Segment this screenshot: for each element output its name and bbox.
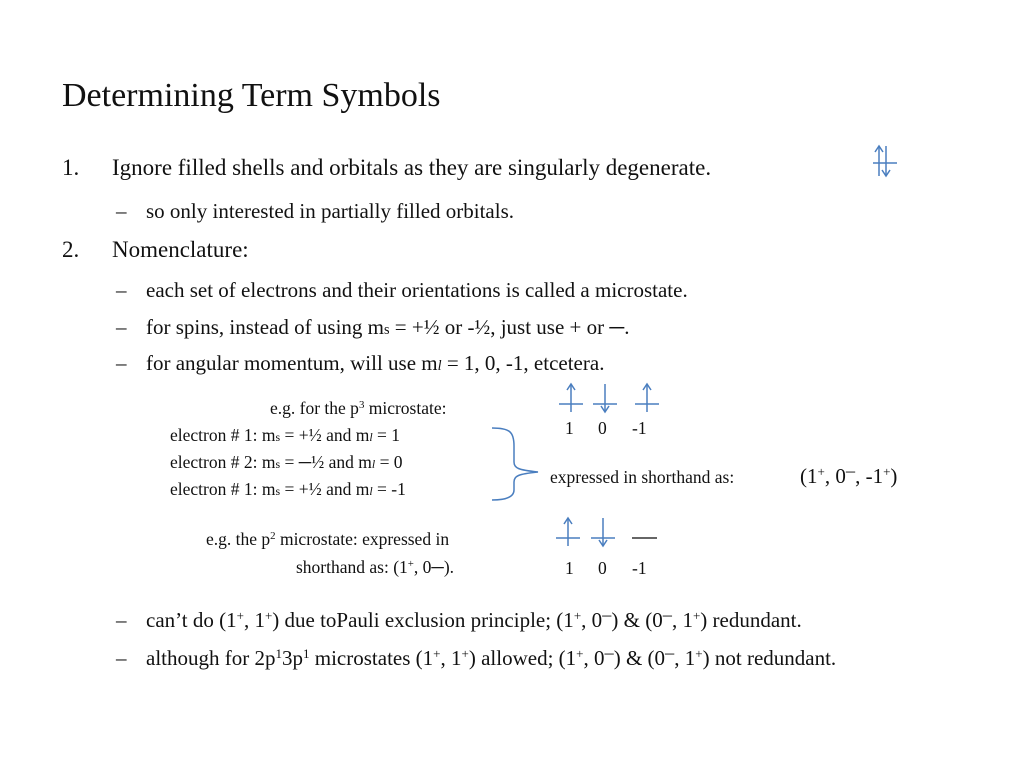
example-1-heading: e.g. for the $p^3$ microstate: bbox=[270, 398, 447, 418]
shorthand-label: expressed in shorthand as: bbox=[550, 467, 735, 487]
example-2-line-2: shorthand as: (1+, 0─). bbox=[296, 557, 455, 577]
orbital-label-0: 0 bbox=[598, 418, 607, 438]
orbital-label-minus-1: -1 bbox=[632, 558, 647, 578]
item-2-subpoint-2: for spins, instead of using ms = +½ or -½, just use + or ─. bbox=[146, 315, 630, 339]
dash-bullet: – bbox=[116, 351, 127, 375]
p3-orbital-diagram bbox=[559, 384, 659, 412]
example-2-line-1: e.g. the $p^2$ microstate: expressed in bbox=[206, 529, 450, 549]
item-1-text: Ignore filled shells and orbitals as they are singularly degenerate. bbox=[112, 155, 712, 180]
bottom-point-2: although for $2p^13p^1$ microstates (1+, 1+) allowed; (1+, 0─) & (0─, 1+) not redundant. bbox=[146, 645, 837, 670]
shorthand-expression: (1+, 0─, -1+) bbox=[800, 463, 898, 488]
dash-bullet: – bbox=[116, 278, 127, 302]
list-number-1: 1. bbox=[62, 155, 80, 180]
example-1-electron-1: electron # 1: ms = +½ and ml = 1 bbox=[170, 425, 401, 445]
orbital-label-1: 1 bbox=[565, 418, 574, 438]
dash-bullet: – bbox=[116, 315, 127, 339]
item-2-subpoint-3: for angular momentum, will use ml = 1, 0, -1, etcetera. bbox=[146, 351, 605, 375]
filled-orbital-icon bbox=[873, 146, 897, 176]
slide-title: Determining Term Symbols bbox=[62, 77, 441, 114]
orbital-label-0: 0 bbox=[598, 558, 607, 578]
item-2-subpoint-1: each set of electrons and their orientations is called a microstate. bbox=[146, 278, 688, 302]
bottom-point-1: can’t do (1+, 1+) due toPauli exclusion principle; (1+, 0─) & (0─, 1+) redundant. bbox=[146, 607, 802, 632]
orbital-label-minus-1: -1 bbox=[632, 418, 647, 438]
list-number-2: 2. bbox=[62, 237, 80, 262]
dash-bullet: – bbox=[116, 199, 127, 223]
item-1-subpoint: so only interested in partially filled orbitals. bbox=[146, 199, 515, 223]
example-1-electron-2: electron # 2: ms = ─½ and ml = 0 bbox=[170, 452, 403, 472]
orbital-label-1: 1 bbox=[565, 558, 574, 578]
dash-bullet: – bbox=[116, 646, 127, 670]
example-1-electron-3: electron # 1: ms = +½ and ml = -1 bbox=[170, 479, 406, 499]
curly-bracket-icon bbox=[492, 428, 538, 500]
item-2-text: Nomenclature: bbox=[112, 237, 249, 262]
dash-bullet: – bbox=[116, 608, 127, 632]
p2-orbital-diagram bbox=[556, 518, 657, 546]
